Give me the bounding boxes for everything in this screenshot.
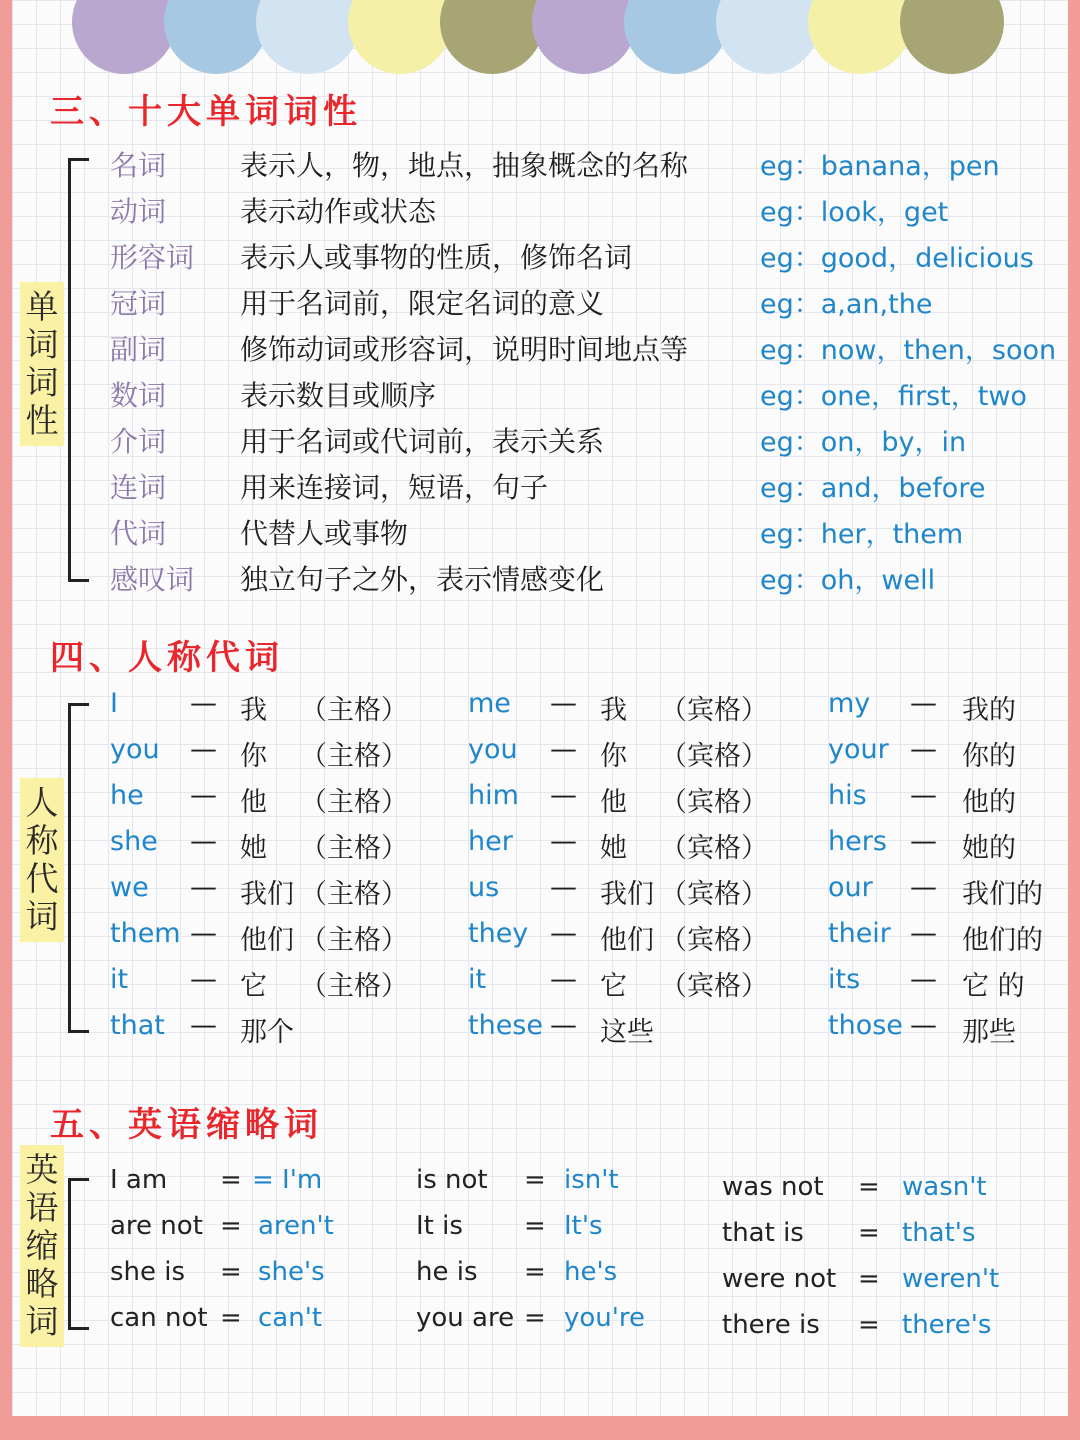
decor-circle [716, 0, 820, 74]
possessive-pronoun: hers [828, 826, 887, 857]
equals-sign: = [858, 1172, 880, 1202]
word-class-name: 连词 [110, 471, 167, 504]
object-meaning: 它 [600, 971, 627, 1002]
possessive-meaning: 我们的 [962, 879, 1043, 910]
notes-page [12, 0, 1068, 1416]
subject-meaning: 他 [240, 787, 267, 818]
word-class-name: 感叹词 [110, 563, 195, 596]
possessive-meaning: 你的 [962, 741, 1016, 772]
word-class-example: eg：oh，well [760, 565, 936, 596]
word-class-name: 名词 [110, 149, 167, 182]
object-meaning: 我 [600, 695, 627, 726]
subject-meaning: 那个 [240, 1017, 294, 1048]
equals-sign: = [220, 1165, 242, 1195]
section-title-word-classes: 三、十大单词词性 [50, 92, 362, 132]
possessive-pronoun: its [828, 964, 861, 995]
word-class-description: 用来连接词，短语，句子 [240, 471, 549, 504]
full-form: were not [722, 1264, 837, 1294]
possessive-meaning: 她的 [962, 833, 1016, 864]
word-class-name: 副词 [110, 333, 167, 366]
word-class-name: 动词 [110, 195, 167, 228]
contraction: there's [902, 1310, 992, 1340]
dash-separator: — [550, 826, 577, 857]
contraction: you're [564, 1303, 646, 1333]
word-class-description: 用于名词或代词前，表示关系 [240, 425, 605, 458]
equals-sign: = [220, 1303, 242, 1333]
word-class-name: 冠词 [110, 287, 167, 320]
dash-separator: — [550, 734, 577, 765]
possessive-pronoun: his [828, 780, 867, 811]
object-meaning: 她 [600, 833, 627, 864]
contraction: she's [258, 1257, 325, 1287]
possessive-meaning: 他的 [962, 787, 1016, 818]
object-pronoun: me [468, 688, 511, 719]
dash-separator: — [910, 826, 937, 857]
equals-sign: = [858, 1218, 880, 1248]
object-pronoun: us [468, 872, 500, 903]
contraction: It's [564, 1211, 603, 1241]
object-case-label: （宾格） [660, 741, 768, 772]
subject-meaning: 我们 [240, 879, 294, 910]
word-class-example: eg：banana，pen [760, 151, 1000, 182]
object-meaning: 这些 [600, 1017, 654, 1048]
full-form: he is [416, 1257, 478, 1287]
dash-separator: — [550, 964, 577, 995]
word-class-description: 用于名词前，限定名词的意义 [240, 287, 605, 320]
contraction: that's [902, 1218, 976, 1248]
word-class-description: 表示数目或顺序 [240, 379, 437, 412]
dash-separator: — [190, 688, 217, 719]
word-class-example: eg：one，first，two [760, 381, 1027, 412]
possessive-pronoun: our [828, 872, 873, 903]
subject-case-label: （主格） [300, 971, 408, 1002]
word-class-name: 形容词 [110, 241, 195, 274]
possessive-pronoun: those [828, 1010, 903, 1041]
full-form: are not [110, 1211, 203, 1241]
object-pronoun: him [468, 780, 519, 811]
subject-meaning: 我 [240, 695, 267, 726]
decor-circle [624, 0, 728, 74]
bracket-contractions [68, 1178, 89, 1330]
dash-separator: — [190, 1010, 217, 1041]
full-form: I am [110, 1165, 168, 1195]
contraction: = I'm [252, 1165, 323, 1195]
dash-separator: — [910, 1010, 937, 1041]
section-title-personal-pronouns: 四、人称代词 [50, 638, 284, 678]
contraction: can't [258, 1303, 323, 1333]
object-meaning: 我们 [600, 879, 654, 910]
dash-separator: — [910, 918, 937, 949]
word-class-description: 修饰动词或形容词，说明时间地点等 [240, 333, 689, 366]
subject-case-label: （主格） [300, 879, 408, 910]
object-meaning: 他们 [600, 925, 654, 956]
word-class-description: 表示人或事物的性质，修饰名词 [240, 241, 633, 274]
subject-pronoun: she [110, 826, 158, 857]
dash-separator: — [910, 780, 937, 811]
equals-sign: = [524, 1257, 546, 1287]
dash-separator: — [910, 688, 937, 719]
object-case-label: （宾格） [660, 971, 768, 1002]
subject-meaning: 他们 [240, 925, 294, 956]
bracket-word-classes [68, 158, 89, 582]
word-class-description: 表示动作或状态 [240, 195, 437, 228]
word-class-description: 表示人，物，地点，抽象概念的名称 [240, 149, 689, 182]
subject-case-label: （主格） [300, 833, 408, 864]
object-meaning: 你 [600, 741, 627, 772]
object-pronoun: her [468, 826, 513, 857]
equals-sign: = [524, 1211, 546, 1241]
subject-case-label: （主格） [300, 925, 408, 956]
object-case-label: （宾格） [660, 695, 768, 726]
subject-pronoun: he [110, 780, 144, 811]
full-form: that is [722, 1218, 804, 1248]
decor-circle [164, 0, 268, 74]
subject-meaning: 她 [240, 833, 267, 864]
full-form: It is [416, 1211, 463, 1241]
side-label-personal-pronouns: 人 称 代 词 [20, 778, 64, 942]
word-class-example: eg：and，before [760, 473, 986, 504]
object-pronoun: they [468, 918, 529, 949]
dash-separator: — [550, 780, 577, 811]
contraction: weren't [902, 1264, 1000, 1294]
word-class-description: 独立句子之外，表示情感变化 [240, 563, 605, 596]
equals-sign: = [220, 1211, 242, 1241]
subject-pronoun: I [110, 688, 118, 719]
word-class-example: eg：good，delicious [760, 243, 1034, 274]
word-class-example: eg：now，then，soon [760, 335, 1057, 366]
contraction: wasn't [902, 1172, 987, 1202]
full-form: she is [110, 1257, 186, 1287]
decor-circle [532, 0, 636, 74]
subject-case-label: （主格） [300, 695, 408, 726]
decor-circle [72, 0, 176, 74]
possessive-pronoun: your [828, 734, 889, 765]
possessive-meaning: 我的 [962, 695, 1016, 726]
decor-circle [900, 0, 1004, 74]
subject-pronoun: it [110, 964, 129, 995]
possessive-pronoun: their [828, 918, 891, 949]
object-case-label: （宾格） [660, 879, 768, 910]
word-class-name: 代词 [110, 517, 167, 550]
subject-case-label: （主格） [300, 741, 408, 772]
decor-circle [256, 0, 360, 74]
object-pronoun: it [468, 964, 487, 995]
side-label-contractions: 英 语 缩 略 词 [20, 1145, 64, 1347]
possessive-pronoun: my [828, 688, 871, 719]
full-form: was not [722, 1172, 824, 1202]
full-form: can not [110, 1303, 208, 1333]
decor-circle [440, 0, 544, 74]
subject-meaning: 它 [240, 971, 267, 1002]
object-case-label: （宾格） [660, 787, 768, 818]
word-class-example: eg：on，by，in [760, 427, 967, 458]
possessive-meaning: 那些 [962, 1017, 1016, 1048]
object-case-label: （宾格） [660, 833, 768, 864]
dash-separator: — [190, 734, 217, 765]
dash-separator: — [550, 872, 577, 903]
subject-meaning: 你 [240, 741, 267, 772]
equals-sign: = [524, 1165, 546, 1195]
dash-separator: — [910, 872, 937, 903]
object-pronoun: these [468, 1010, 543, 1041]
dash-separator: — [190, 918, 217, 949]
dash-separator: — [550, 918, 577, 949]
equals-sign: = [524, 1303, 546, 1333]
object-pronoun: you [468, 734, 518, 765]
full-form: there is [722, 1310, 820, 1340]
possessive-meaning: 它 的 [962, 971, 1025, 1002]
word-class-example: eg：her，them [760, 519, 964, 550]
dash-separator: — [550, 1010, 577, 1041]
word-class-example: eg：a,an,the [760, 289, 933, 320]
dash-separator: — [190, 872, 217, 903]
dash-separator: — [190, 826, 217, 857]
equals-sign: = [220, 1257, 242, 1287]
word-class-example: eg：look，get [760, 197, 949, 228]
word-class-name: 数词 [110, 379, 167, 412]
decor-circle [348, 0, 452, 74]
possessive-meaning: 他们的 [962, 925, 1043, 956]
dash-separator: — [190, 964, 217, 995]
object-case-label: （宾格） [660, 925, 768, 956]
dash-separator: — [190, 780, 217, 811]
dash-separator: — [550, 688, 577, 719]
subject-pronoun: that [110, 1010, 165, 1041]
object-meaning: 他 [600, 787, 627, 818]
word-class-description: 代替人或事物 [240, 517, 409, 550]
full-form: you are [416, 1303, 515, 1333]
word-class-name: 介词 [110, 425, 167, 458]
dash-separator: — [910, 964, 937, 995]
side-label-word-classes: 单 词 词 性 [20, 282, 64, 446]
contraction: isn't [564, 1165, 619, 1195]
dash-separator: — [910, 734, 937, 765]
full-form: is not [416, 1165, 488, 1195]
subject-pronoun: we [110, 872, 149, 903]
contraction: aren't [258, 1211, 334, 1241]
subject-case-label: （主格） [300, 787, 408, 818]
equals-sign: = [858, 1310, 880, 1340]
subject-pronoun: you [110, 734, 160, 765]
section-title-contractions: 五、英语缩略词 [50, 1105, 323, 1145]
subject-pronoun: them [110, 918, 181, 949]
contraction: he's [564, 1257, 618, 1287]
equals-sign: = [858, 1264, 880, 1294]
bracket-personal-pronouns [68, 703, 89, 1033]
decor-circle [808, 0, 912, 74]
